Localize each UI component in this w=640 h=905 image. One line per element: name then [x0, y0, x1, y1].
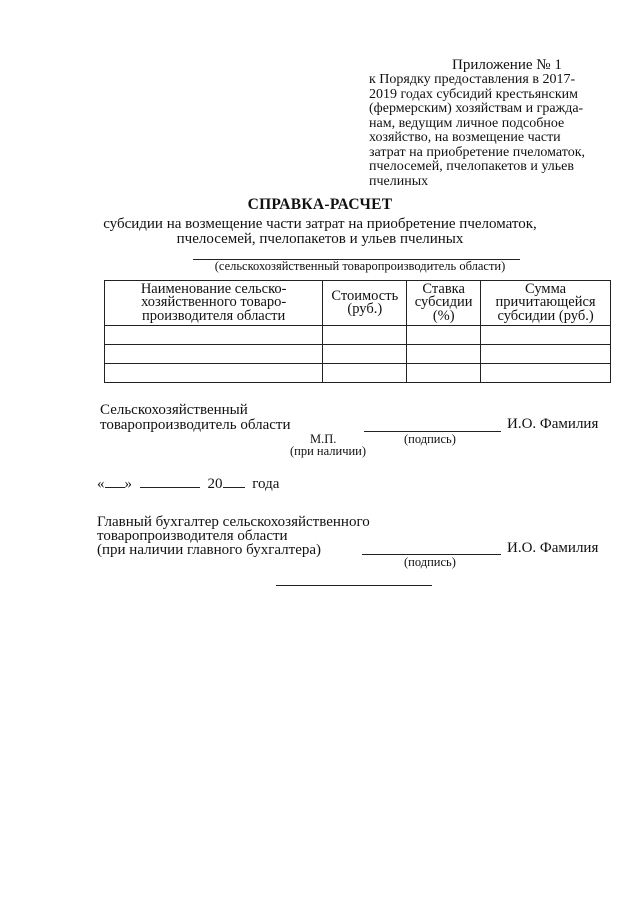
appendix-line: хозяйство, на возмещение части	[369, 130, 561, 145]
appendix-line: нам, ведущим личное подсобное	[369, 115, 565, 131]
producer-label-line-2: товаропроизводитель области	[100, 417, 291, 433]
table-row	[105, 364, 611, 383]
stamp-label: М.П.	[310, 432, 337, 446]
producer-caption: (сельскохозяйственный товаропроизводитель области)	[214, 259, 506, 273]
stamp-note: (при наличии)	[290, 444, 367, 458]
appendix-line: 2019 годах субсидий крестьянским	[369, 86, 578, 102]
table-cell[interactable]	[407, 326, 481, 345]
accountant-label-line-1: Главный бухгалтер сельскохозяйственного	[97, 514, 370, 530]
table-cell[interactable]	[323, 345, 407, 364]
accountant-signature-caption: (подпись)	[404, 555, 456, 569]
subtitle-line-1: субсидии на возмещение части затрат на приобретение пчеломаток,	[103, 216, 537, 232]
table-cell[interactable]	[407, 345, 481, 364]
header-cost: Стоимость (руб.)	[323, 281, 407, 326]
appendix-reference	[369, 73, 619, 189]
table-cell[interactable]	[407, 364, 481, 383]
accountant-label-line-2: товаропроизводителя области	[97, 528, 288, 544]
appendix-line: (фермерским) хозяйствам и гражда-	[369, 101, 584, 116]
date-year-blank[interactable]	[223, 475, 245, 488]
document-title: СПРАВКА-РАСЧЕТ	[247, 196, 393, 213]
table-cell[interactable]	[481, 364, 611, 383]
header-producer-name: Наименование сельско- хозяйственного товаро- производителя области	[105, 281, 323, 326]
date-year-suffix: года	[252, 476, 280, 492]
table-cell[interactable]	[323, 364, 407, 383]
date-day-blank[interactable]	[105, 475, 125, 488]
date-open-quote: «	[97, 476, 105, 492]
appendix-line: затрат на приобретение пчеломаток,	[369, 144, 586, 160]
date-year-prefix: 20	[207, 476, 223, 492]
table-cell[interactable]	[481, 345, 611, 364]
date-line	[97, 475, 279, 493]
appendix-line: пчелосемей, пчелопакетов и ульев	[369, 159, 574, 174]
table-cell[interactable]	[105, 345, 323, 364]
producer-signature-caption: (подпись)	[404, 432, 456, 446]
appendix-line: пчелиных	[369, 173, 429, 189]
table-row	[105, 345, 611, 364]
closing-divider	[276, 585, 432, 586]
table-row	[105, 326, 611, 345]
table-cell[interactable]	[105, 364, 323, 383]
subtitle-line-2: пчелосемей, пчелопакетов и ульев пчелиных	[176, 231, 464, 247]
header-subsidy-rate: Ставка субсидии (%)	[407, 281, 481, 326]
table-cell[interactable]	[105, 326, 323, 345]
appendix-title: Приложение № 1	[452, 57, 562, 73]
producer-label-line-1: Сельскохозяйственный	[100, 402, 248, 418]
table-header-row	[105, 281, 611, 326]
appendix-line: к Порядку предоставления в 2017-	[369, 72, 576, 87]
header-subsidy-amount: Сумма причитающейся субсидии (руб.)	[481, 281, 611, 326]
accountant-name: И.О. Фамилия	[507, 540, 599, 556]
document-subtitle	[100, 217, 540, 247]
date-close-quote: »	[124, 476, 132, 492]
accountant-label-line-3: (при наличии главного бухгалтера)	[97, 542, 322, 558]
table-cell[interactable]	[481, 326, 611, 345]
table-cell[interactable]	[323, 326, 407, 345]
producer-name: И.О. Фамилия	[507, 416, 599, 432]
date-month-blank[interactable]	[140, 475, 200, 488]
calculation-table	[104, 280, 611, 383]
